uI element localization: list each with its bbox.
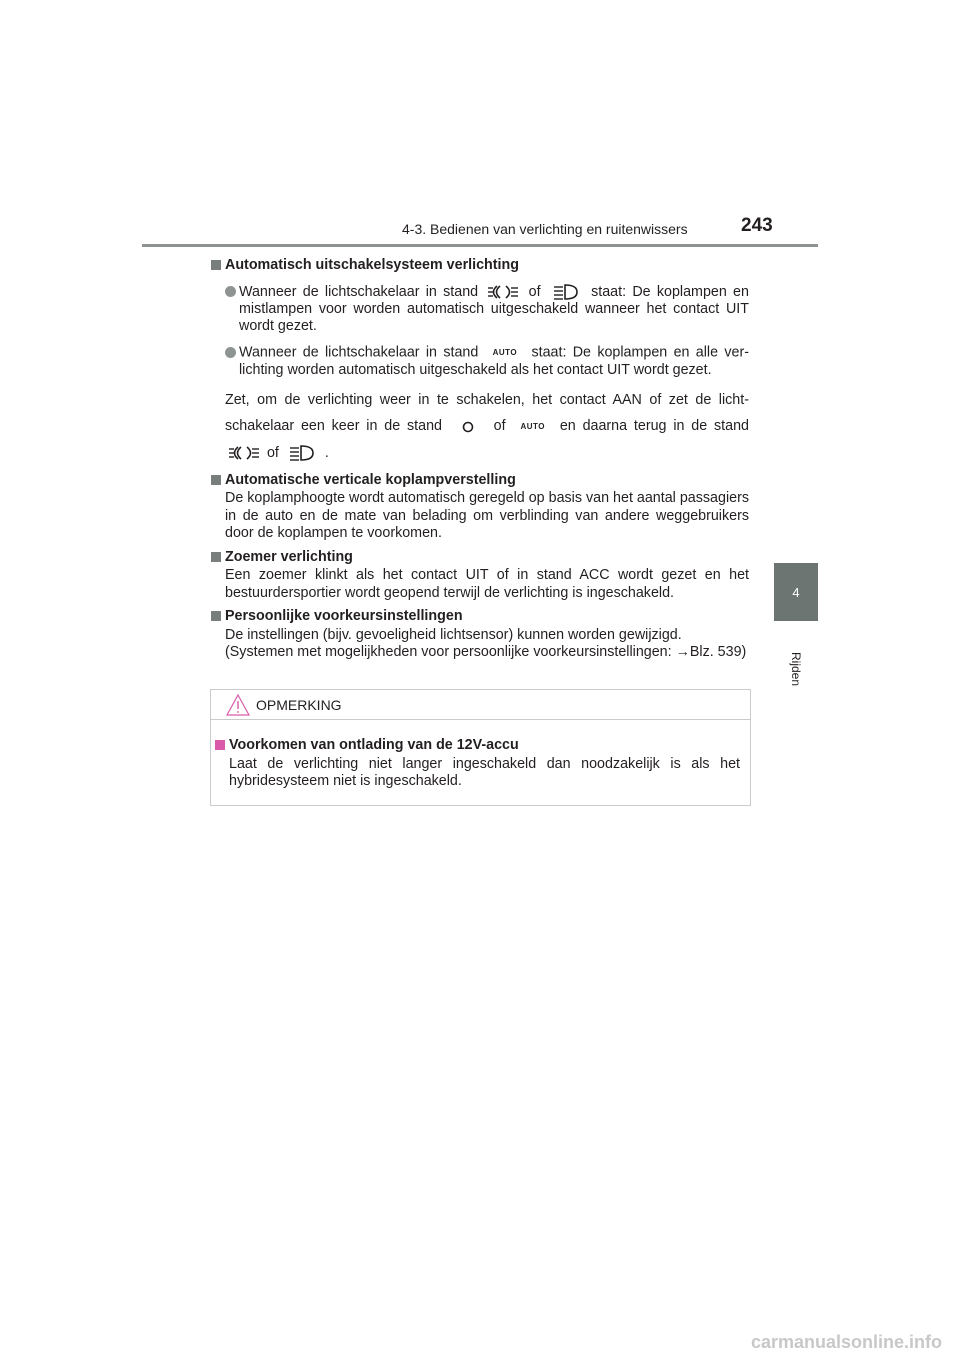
square-bullet-icon: [211, 475, 221, 485]
headlight-icon: [287, 444, 317, 462]
notice-header: [211, 690, 750, 720]
chapter-number: 4: [792, 584, 800, 600]
square-bullet-icon: [211, 260, 221, 270]
fog-light-icon: [488, 283, 518, 301]
paragraph: De instellingen (bijv. gevoeligheid lichtsensor) kunnen worden gewijzigd.: [225, 626, 682, 643]
bullet-item: Wanneer de lichtschakelaar in stand AUTO staat: De koplampen en alle ver-lichting worden automatisch uitgeschakeld als het contact UIT wordt gezet.: [211, 344, 749, 380]
notice-heading: Voorkomen van ontlading van de 12V-accu: [215, 737, 740, 755]
square-bullet-icon: [211, 611, 221, 621]
fog-light-icon: [229, 444, 259, 462]
section-heading-auto-off: Automatisch uitschakelsysteem verlichting: [211, 257, 749, 275]
auto-light-icon: AUTO: [520, 421, 545, 431]
paragraph: De koplamphoogte wordt automatisch geregeld op basis van het aantal passagiers in de auto en de mate van belading om verblinding van andere weggebruikers door de koplampen te voorkomen.: [225, 490, 749, 542]
round-bullet-icon: [225, 286, 236, 297]
page-number: 243: [741, 215, 773, 236]
section-heading-leveling: Automatische verticale koplampverstelling: [211, 472, 749, 490]
section-heading-buzzer: Zoemer verlichting: [211, 549, 749, 567]
paragraph: Zet, om de verlichting weer in te schakelen, het contact AAN of zet de licht-schakelaar een keer in de stand of AUTO en daarna terug in de stand of .: [225, 392, 750, 461]
paragraph: Een zoemer klinkt als het contact UIT of in stand ACC wordt gezet en het bestuurdersportier wordt geopend terwijl de verlichting is ingeschakeld.: [225, 567, 749, 601]
header-divider: [142, 244, 818, 247]
running-header: 4-3. Bedienen van verlichting en ruitenwissers: [402, 221, 688, 237]
chapter-tab: [774, 563, 818, 621]
paragraph: (Systemen met mogelijkheden voor persoonlijke voorkeursinstellingen: →Blz. 539): [225, 644, 747, 661]
notice-body: [211, 720, 750, 791]
warning-triangle-icon: [226, 694, 250, 716]
square-bullet-icon: [215, 740, 225, 750]
notice-text: Laat de verlichting niet langer ingeschakeld dan noodzakelijk is als het hybridesysteem niet is ingeschakeld.: [229, 755, 740, 789]
chapter-label-text: Rijden: [789, 652, 803, 687]
watermark: carmanualsonline.info: [750, 1332, 942, 1352]
square-bullet-icon: [211, 552, 221, 562]
off-position-icon: [453, 418, 483, 436]
section-heading-customization: Persoonlijke voorkeursinstellingen: [211, 608, 749, 626]
round-bullet-icon: [225, 347, 236, 358]
bullet-item: Wanneer de lichtschakelaar in stand of staat: De koplampen en mistlampen voor worden automatisch uitgeschakeld wanneer het contact UIT wordt gezet.: [211, 283, 749, 336]
main-content: [211, 253, 749, 662]
auto-light-icon: AUTO: [492, 347, 518, 357]
headlight-icon: [551, 283, 581, 301]
chapter-label: [781, 652, 811, 712]
notice-box: [210, 689, 751, 806]
notice-label: OPMERKING: [256, 697, 342, 713]
